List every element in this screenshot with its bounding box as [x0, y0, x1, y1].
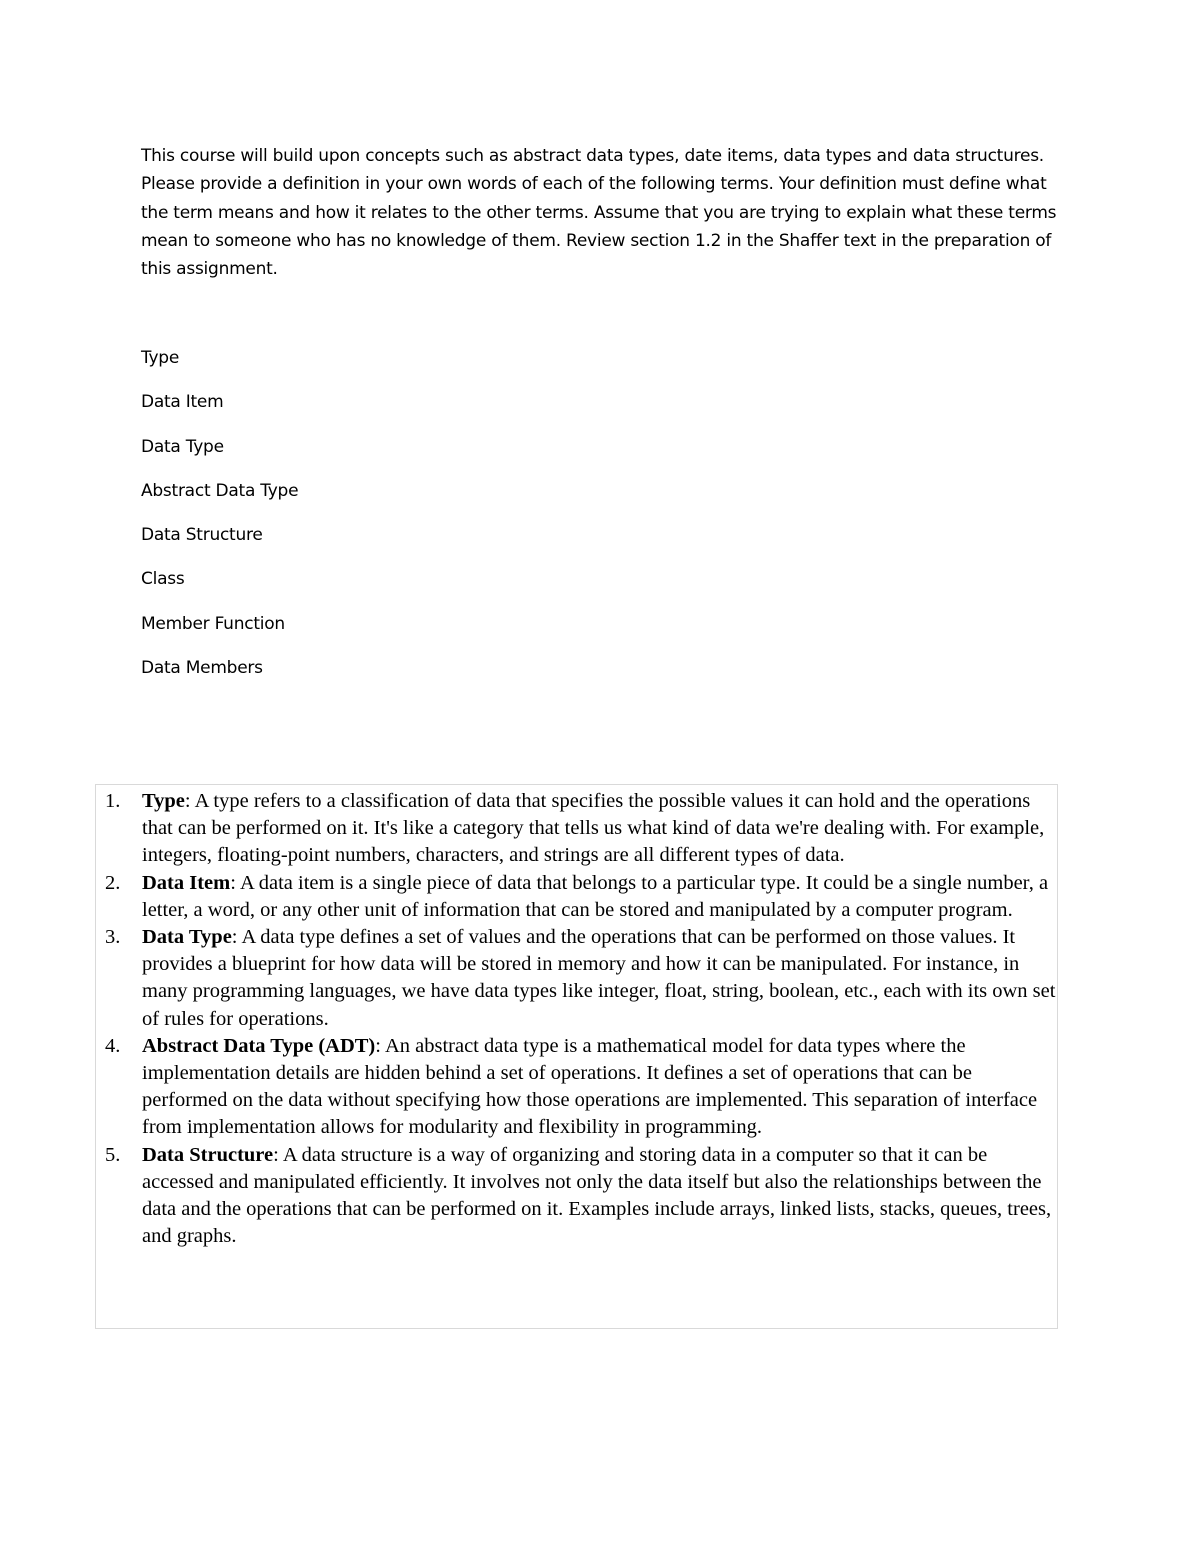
term-item-data-members: Data Members	[141, 658, 263, 679]
term-item-data-type: Data Type	[141, 436, 224, 457]
answer-item-abstract-data-type	[96, 1033, 1059, 1142]
term-item-data-item: Data Item	[141, 392, 224, 413]
term-item-data-structure: Data Structure	[141, 525, 263, 546]
answer-definition: : A data structure is a way of organizing and storing data in a computer so that it can be accessed and manipulated efficiently. It involves not only the data itself but also the relationships between the data and the operations that can be performed on it. Examples include arrays, linked lists, stacks, queues, trees, and graphs.	[142, 1143, 1052, 1248]
term-list	[141, 344, 298, 698]
answer-term: Data Type	[142, 926, 232, 949]
answer-number: 2.	[105, 871, 121, 894]
answer-term: Type	[142, 790, 185, 812]
answer-term: Data Structure	[142, 1143, 274, 1166]
term-item-type: Type	[141, 348, 180, 368]
answer-item-type	[96, 788, 1059, 870]
answer-list	[96, 788, 1059, 1250]
assignment-prompt: This course will build upon concepts such as abstract data types, date items, data types and data structures. Please provide a definition in your own words of each of the following terms. Your definition must define what the term means and how it relates to the other terms. Assume that you are trying to explain what these terms mean to someone who has no knowledge of them. Review section 1.2 in the Shaffer text in the preparation of this assignment.	[141, 146, 1057, 280]
answer-number: 3.	[105, 926, 121, 949]
answer-item-data-item	[96, 870, 1059, 924]
answer-definition: : A data type defines a set of values and the operations that can be performed on those values. It provides a blueprint for how data will be stored in memory and how it can be manipulated. For instance, in many programming languages, we have data types like integer, float, string, boolean, etc., each with its own set of rules for operations.	[142, 926, 1056, 1030]
term-item-abstract-data-type: Abstract Data Type	[141, 480, 299, 501]
answer-term: Abstract Data Type (ADT)	[142, 1034, 376, 1057]
answer-item-data-structure	[96, 1142, 1059, 1251]
answer-definition: : A type refers to a classification of data that specifies the possible values it can hold and the operations that can be performed on it. It's like a category that tells us what kind of data we're dealing with. For example, integers, floating-point numbers, characters, and strings are all different types of data.	[142, 790, 1045, 867]
term-item-member-function: Member Function	[141, 613, 285, 634]
term-item-class: Class	[141, 569, 185, 590]
answer-number: 1.	[105, 790, 121, 812]
answer-number: 5.	[105, 1143, 121, 1166]
answer-definition: : A data item is a single piece of data that belongs to a particular type. It could be a single number, a letter, a word, or any other unit of information that can be stored and manipulated by a computer program.	[142, 871, 1049, 921]
answer-definition: : An abstract data type is a mathematical model for data types where the implementation details are hidden behind a set of operations. It defines a set of operations that can be performed on the data without specifying how those operations are implemented. This separation of interface from implementation allows for modularity and flexibility in programming.	[142, 1034, 1038, 1139]
answer-item-data-type	[96, 924, 1059, 1033]
answer-number: 4.	[105, 1034, 121, 1057]
answer-box	[95, 784, 1058, 1329]
answer-term: Data Item	[142, 871, 231, 894]
